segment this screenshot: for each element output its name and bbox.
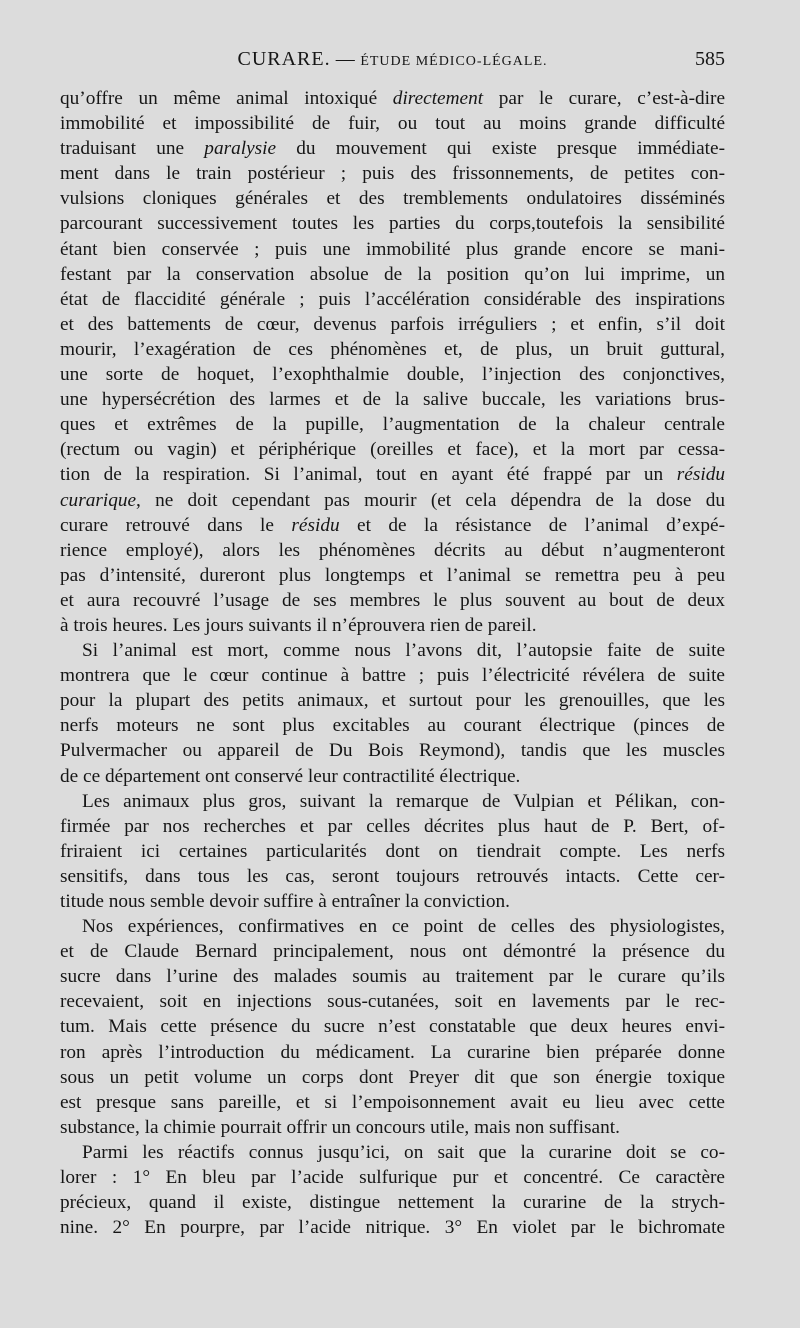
paragraph bbox=[60, 1140, 725, 1240]
text-line: précieux, quand il existe, distingue nettement la curarine de la strych- bbox=[60, 1192, 725, 1214]
text-line: mourir, l’exagération de ces phénomènes et, de plus, un bruit guttural, bbox=[60, 338, 725, 360]
text-line: vulsions cloniques générales et des tremblements ondulatoires disséminés bbox=[60, 188, 725, 210]
text-line: pour la plupart des petits animaux, et surtout pour les grenouilles, que les bbox=[60, 690, 725, 712]
text-line: curare retrouvé dans le résidu et de la résistance de l’animal d’expé- bbox=[60, 514, 725, 536]
text-line: ment dans le train postérieur ; puis des frissonnements, de petites con- bbox=[60, 163, 725, 185]
text-line: et de Claude Bernard principalement, nous ont démontré la présence du bbox=[60, 941, 725, 963]
paragraph bbox=[60, 638, 725, 789]
text-line: lorer : 1° En bleu par l’acide sulfurique pur et concentré. Ce caractère bbox=[60, 1167, 725, 1189]
text-line: tion de la respiration. Si l’animal, tout en ayant été frappé par un résidu bbox=[60, 464, 725, 486]
italic-word: paralysie bbox=[204, 138, 277, 160]
text-line: est presque sans pareille, et si l’empoisonnement avait eu lieu avec cette bbox=[60, 1091, 725, 1113]
text-line: montrera que le cœur continue à battre ; puis l’électricité révélera de suite bbox=[60, 665, 725, 687]
text-line: Les animaux plus gros, suivant la remarque de Vulpian et Pélikan, con- bbox=[82, 790, 725, 812]
text-line: nine. 2° En pourpre, par l’acide nitrique. 3° En violet par le bichromate bbox=[60, 1217, 725, 1239]
body-text bbox=[60, 86, 725, 1240]
text-line: qu’offre un même animal intoxiqué directement par le curare, c’est-à-dire bbox=[60, 88, 725, 109]
text-line: curarique, ne doit cependant pas mourir (et cela dépendra de la dose du bbox=[60, 489, 725, 511]
text-line: friraient ici certaines particularités dont on tiendrait compte. Les nerfs bbox=[60, 840, 725, 862]
text-line: Nos expériences, confirmatives en ce point de celles des physiologistes, bbox=[82, 916, 725, 938]
text-line: étant bien conservée ; puis une immobilité plus grande encore se mani- bbox=[60, 238, 725, 260]
running-header bbox=[60, 48, 725, 78]
paragraph bbox=[60, 86, 725, 638]
text-line: Parmi les réactifs connus jusqu’ici, on sait que la curarine doit se co- bbox=[82, 1141, 725, 1163]
running-title-sub: ÉTUDE MÉDICO-LÉGALE. bbox=[360, 54, 548, 69]
paragraph bbox=[60, 914, 725, 1140]
text-line: de ce département ont conservé leur contractilité électrique. bbox=[60, 765, 521, 787]
text-line: titude nous semble devoir suffire à entraîner la conviction. bbox=[60, 891, 510, 912]
text-line: à trois heures. Les jours suivants il n’éprouvera rien de pareil. bbox=[60, 614, 537, 636]
text-line: sous un petit volume un corps dont Preyer dit que son énergie toxique bbox=[60, 1066, 725, 1088]
text-line: sensitifs, dans tous les cas, seront toujours retrouvés intacts. Cette cer- bbox=[60, 865, 725, 887]
italic-word: curarique bbox=[60, 489, 137, 511]
text-line: tum. Mais cette présence du sucre n’est constatable que deux heures envi- bbox=[60, 1016, 725, 1038]
text-line: une sorte de hoquet, l’exophthalmie double, l’injection des conjonctives, bbox=[60, 364, 725, 386]
text-line: traduisant une paralysie du mouvement qui existe presque immédiate- bbox=[60, 138, 725, 160]
running-title-separator: — bbox=[330, 49, 361, 70]
text-line: sucre dans l’urine des malades soumis au traitement par le curare qu’ils bbox=[60, 966, 725, 988]
running-title bbox=[60, 48, 725, 71]
italic-word: résidu bbox=[291, 514, 340, 536]
text-line: (rectum ou vagin) et périphérique (oreilles et face), et la mort par cessa- bbox=[60, 439, 725, 461]
text-line: ron après l’introduction du médicament. La curarine bien préparée donne bbox=[60, 1041, 725, 1063]
text-line: rience employé), alors les phénomènes décrits au début n’augmenteront bbox=[60, 539, 725, 561]
text-line: firmée par nos recherches et par celles décrites plus haut de P. Bert, of- bbox=[60, 815, 725, 837]
text-line: ques et extrêmes de la pupille, l’augmentation de la chaleur centrale bbox=[60, 414, 725, 436]
text-line: immobilité et impossibilité de fuir, ou tout au moins grande difficulté bbox=[60, 113, 725, 135]
running-title-main: CURARE. bbox=[237, 48, 331, 70]
page-number: 585 bbox=[695, 48, 725, 70]
text-line: recevaient, soit en injections sous-cutanées, soit en lavements par le rec- bbox=[60, 991, 725, 1013]
text-line: parcourant successivement toutes les parties du corps,toutefois la sensibilité bbox=[60, 213, 725, 235]
text-line: festant par la conservation absolue de la position qu’on lui imprime, un bbox=[60, 263, 725, 285]
text-line: et des battements de cœur, devenus parfois irréguliers ; et enfin, s’il doit bbox=[60, 313, 725, 335]
italic-word: résidu bbox=[676, 464, 725, 486]
text-line: Si l’animal est mort, comme nous l’avons dit, l’autopsie faite de suite bbox=[82, 640, 725, 662]
text-line: substance, la chimie pourrait offrir un concours utile, mais non suffisant. bbox=[60, 1116, 620, 1138]
text-line: et aura recouvré l’usage de ses membres le plus souvent au bout de deux bbox=[60, 589, 725, 611]
paragraph bbox=[60, 789, 725, 914]
text-line: Pulvermacher ou appareil de Du Bois Reymond), tandis que les muscles bbox=[60, 740, 725, 762]
text-line: pas d’intensité, dureront plus longtemps et l’animal se remettra peu à peu bbox=[60, 564, 725, 586]
text-line: une hypersécrétion des larmes et de la salive buccale, les variations brus- bbox=[60, 389, 725, 411]
text-line: état de flaccidité générale ; puis l’accélération considérable des inspirations bbox=[60, 288, 725, 310]
italic-word: directement bbox=[392, 88, 484, 109]
text-line: nerfs moteurs ne sont plus excitables au courant électrique (pinces de bbox=[60, 715, 725, 737]
